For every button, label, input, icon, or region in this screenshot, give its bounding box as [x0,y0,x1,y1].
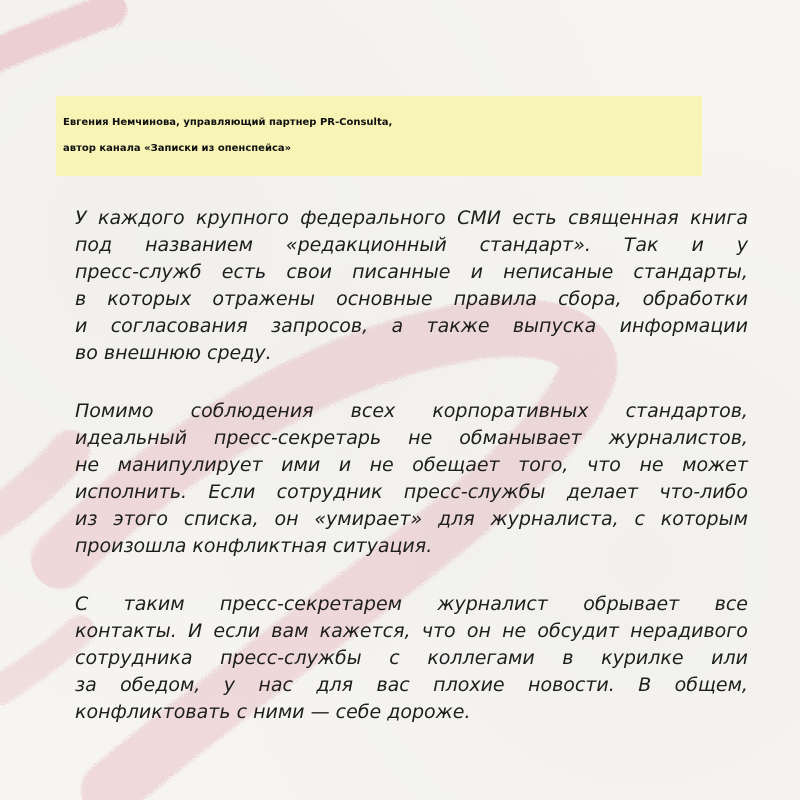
paragraph-1 [75,205,748,367]
word: исполнить. [75,481,188,503]
paragraph-line [75,398,748,425]
word: что [587,454,621,476]
word: сотрудника [75,647,193,669]
paragraph-line [75,506,748,533]
word: пресс-секретарь [213,427,382,449]
word: писанные [352,261,451,283]
word: стандартов, [625,400,748,422]
word: всех [350,400,396,422]
word: у [223,674,235,696]
word: обещает [412,454,500,476]
word: книга [690,207,748,229]
word: журналист [437,593,548,615]
paragraph-line [75,591,748,618]
word: ситуация. [332,535,433,557]
word: обедом, [120,674,201,696]
word: во [75,342,104,364]
word: пресс-службы [220,647,362,669]
paragraph-line [75,699,748,726]
word: произошла [75,535,193,557]
word: этого [113,508,168,530]
word: дороже. [387,701,471,723]
word: ими [281,454,321,476]
word: С [75,593,89,615]
paragraph-line [75,425,748,452]
word: идеальный [75,427,187,449]
word: что-либо [659,481,748,503]
word: выпуска [512,315,597,337]
paragraph-line [75,479,748,506]
paragraph-line [75,232,748,259]
word: свои [286,261,332,283]
word: неписаные [503,261,614,283]
word: основные [336,288,433,310]
word: за [75,674,97,696]
word: отражены [212,288,316,310]
word: он [274,508,299,530]
word: сотрудник [276,481,383,503]
word: а [391,315,404,337]
word: и [338,454,352,476]
word: федерального [300,207,446,229]
word: не [75,454,100,476]
word: обманывает [459,427,582,449]
word: с [634,508,645,530]
word: пресс-службы [403,481,546,503]
word: Помимо [75,400,154,422]
word: общем, [674,674,748,696]
word: есть [221,261,267,283]
word: информации [619,315,748,337]
word: все [714,593,748,615]
word: правила [453,288,538,310]
word: для [437,508,475,530]
word: В [638,674,652,696]
word: ними [253,701,311,723]
word: внешнюю [103,342,208,364]
word: соблюдения [190,400,314,422]
word: с [389,647,400,669]
author-highlight-box [56,96,702,176]
word: вам [271,620,309,642]
word: крупного [195,207,289,229]
word: может [682,454,748,476]
word: стандарт». [479,234,591,256]
word: сбора, [558,288,622,310]
word: для [316,674,354,696]
word: контакты. [75,620,177,642]
paragraph-2 [75,398,748,560]
word: «умирает» [314,508,423,530]
word: — [310,701,336,723]
word: того, [518,454,569,476]
word: среду. [207,342,272,364]
word: обработки [642,288,748,310]
word: нас [258,674,293,696]
paragraph-line [75,452,748,479]
word: или [711,647,748,669]
paragraph-3 [75,591,748,726]
word: СМИ [457,207,501,229]
word: и [75,315,88,337]
word: списка, [183,508,259,530]
word: Так [623,234,659,256]
word: если [213,620,261,642]
word: не [639,454,664,476]
word: обсудит [537,620,619,642]
word: под [75,234,113,256]
word: с [236,701,254,723]
paragraph-line [75,645,748,672]
word: обрывает [583,593,680,615]
word: журналистов, [608,427,748,449]
word: запросов, [271,315,369,337]
paragraph-line [75,618,748,645]
brush-stroke-bottom [0,630,80,690]
word: что [421,620,456,642]
word: нерадивого [630,620,748,642]
word: плохие [433,674,505,696]
word: не [369,454,394,476]
word: пресс-секретарем [219,593,402,615]
word: в [562,647,574,669]
word: манипулирует [117,454,263,476]
word: у [736,234,748,256]
word: конфликтовать [75,701,237,723]
paragraph-line [75,286,748,313]
word: У [75,207,87,229]
word: и [691,234,704,256]
paragraph-line [75,340,748,367]
brush-stroke-top [0,10,110,62]
word: также [426,315,490,337]
word: которых [107,288,192,310]
word: есть [512,207,557,229]
word: и [470,261,484,283]
word: согласования [110,315,248,337]
paragraph-line [75,313,748,340]
word: новости. [528,674,615,696]
word: вас [376,674,410,696]
word: он [466,620,491,642]
word: конфликтная [192,535,333,557]
word: священная [568,207,679,229]
word: кажется, [319,620,411,642]
word: не [502,620,527,642]
word: корпоративных [432,400,589,422]
word: делает [566,481,639,503]
word: не [408,427,433,449]
word: И [188,620,203,642]
word: курилке [601,647,684,669]
word: таким [123,593,185,615]
word: «редакционный [285,234,447,256]
word: коллегами [427,647,535,669]
brush-stroke-left [0,450,70,520]
word: в [75,288,87,310]
word: себе [335,701,388,723]
word: каждого [97,207,185,229]
paragraph-line [75,672,748,699]
word: названием [145,234,253,256]
word: пресс-служб [75,261,202,283]
word: Если [208,481,256,503]
author-channel-line: автор канала «Записки из опенспейса» [63,143,292,154]
paragraph-line [75,205,748,232]
word: журналиста, [490,508,619,530]
paragraph-line [75,259,748,286]
paragraph-line [75,533,748,560]
author-name-line: Евгения Немчинова, управляющий партнер PR-Consulta, [63,117,393,128]
word: стандарты, [633,261,748,283]
word: из [75,508,98,530]
word: которым [660,508,748,530]
